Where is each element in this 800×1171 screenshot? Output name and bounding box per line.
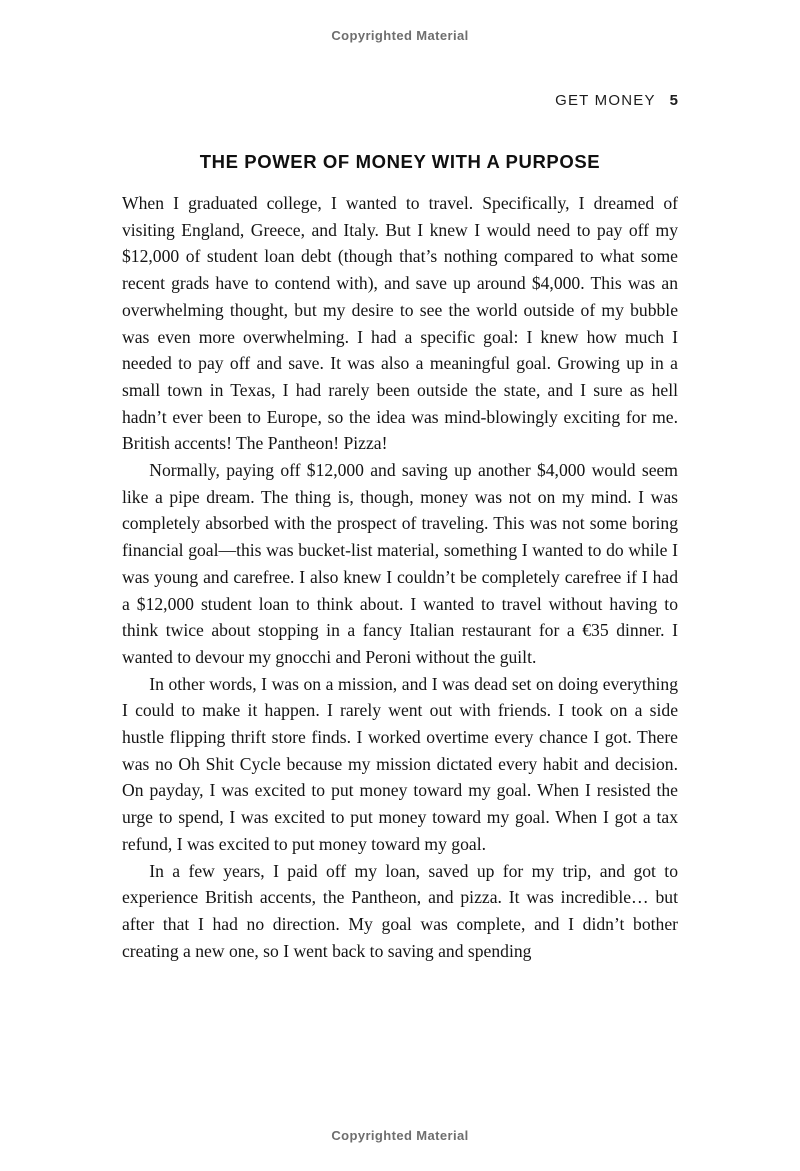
running-header-title: GET MONEY bbox=[555, 92, 656, 109]
copyright-notice-top: Copyrighted Material bbox=[331, 28, 469, 43]
body-text bbox=[122, 190, 678, 964]
paragraph: In other words, I was on a mission, and I was dead set on doing everything I could to make it happen. I rarely went out with friends. I took on a side hustle flipping thrift store finds. I worked overtime every chance I got. There was no Oh Shit Cycle because my mission dictated every habit and decision. On payday, I was excited to put money toward my goal. When I resisted the urge to spend, I was excited to put money toward my goal. When I got a tax refund, I was excited to put money toward my goal. bbox=[122, 673, 678, 854]
paragraph: Normally, paying off $12,000 and saving up another $4,000 would seem like a pipe dream. The thing is, though, money was not on my mind. I was completely absorbed with the prospect of traveling. This was not some boring financial goal—this was bucket-list material, something I wanted to do while I was young and carefree. I also knew I couldn’t be completely carefree if I had a $12,000 student loan to think about. I wanted to travel without having to think twice about stopping in a fancy Italian restaurant for a €35 dinner. I wanted to devour my gnocchi and Peroni without the guilt. bbox=[122, 460, 678, 667]
running-header bbox=[122, 92, 678, 109]
copyright-notice-bottom: Copyrighted Material bbox=[331, 1128, 469, 1143]
paragraph: In a few years, I paid off my loan, saved up for my trip, and got to experience British accents, the Pantheon, and pizza. It was incredible… but after that I had no direction. My goal was complete, and I didn’t bother creating a new one, so I went back to saving and spending bbox=[122, 860, 678, 961]
section-title: THE POWER OF MONEY WITH A PURPOSE bbox=[199, 151, 601, 172]
paragraph: When I graduated college, I wanted to travel. Specifically, I dreamed of visiting England, Greece, and Italy. But I knew I would need to pay off my $12,000 of student loan debt (though that’s nothing compared to what some recent grads have to contend with), and save up around $4,000. This was an overwhelming thought, but my desire to see the world outside of my bubble was even more overwhelming. I had a specific goal: I knew how much I needed to pay off and save. It was also a meaningful goal. Growing up in a small town in Texas, I had rarely been outside the state, and I sure as hell hadn’t ever been to Europe, so the idea was mind-blowingly exciting for me. British accents! The Pantheon! Pizza! bbox=[122, 193, 678, 454]
page-number: 5 bbox=[669, 92, 678, 109]
